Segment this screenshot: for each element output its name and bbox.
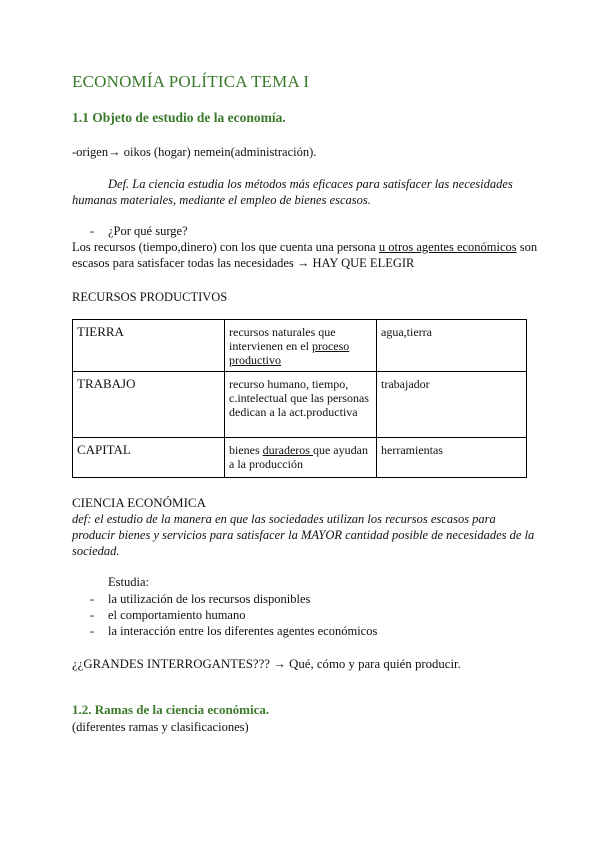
table-row xyxy=(73,320,527,372)
list-dash: - xyxy=(90,624,95,638)
recursos-table xyxy=(72,319,527,478)
estudia-label: Estudia: xyxy=(108,575,149,589)
desc-text: recurso humano, tiempo, c.intelectual que las personas dedican a la act.productiva xyxy=(229,377,369,419)
list-item: la interacción entre los diferentes agentes económicos xyxy=(108,624,378,638)
ciencia-def-line-2: producir bienes y servicios para satisfacer la MAYOR cantidad posible de necesidades de la xyxy=(72,528,535,542)
page-title: ECONOMÍA POLÍTICA TEMA I xyxy=(72,72,310,91)
desc-text-b: que ayudan a la producción xyxy=(229,443,368,471)
table-cell-desc xyxy=(225,438,377,478)
resources-text-b: son xyxy=(516,240,538,254)
origin-line: -origen→ oikos (hogar) nemein(administración). xyxy=(72,145,317,159)
desc-text-underlined: duraderos xyxy=(262,443,313,457)
resources-line-2: escasos para satisfacer todas las necesidades → HAY QUE ELEGIR xyxy=(72,256,415,270)
table-cell-desc xyxy=(225,372,377,438)
table-cell-name: TIERRA xyxy=(73,320,225,372)
list-dash: - xyxy=(90,608,95,622)
table-cell-example: trabajador xyxy=(377,372,527,438)
ciencia-def-line-3: sociedad. xyxy=(72,544,120,558)
ciencia-def-line-1: def: el estudio de la manera en que las sociedades utilizan los recursos escasos para xyxy=(72,512,496,526)
desc-text: bienes xyxy=(229,443,263,457)
table-cell-name: CAPITAL xyxy=(73,438,225,478)
table-row xyxy=(73,438,527,478)
list-dash: - xyxy=(90,592,95,606)
resources-text-a: Los recursos (tiempo,dinero) con los que cuenta una persona xyxy=(72,240,379,254)
desc-text-underlined: proceso productivo xyxy=(229,339,350,367)
list-item: la utilización de los recursos disponibles xyxy=(108,592,311,606)
desc-text: recursos naturales que intervienen en el xyxy=(229,325,336,353)
ciencia-heading: CIENCIA ECONÓMICA xyxy=(72,495,206,510)
table-cell-example: agua,tierra xyxy=(377,320,527,372)
definition-line-2: humanas materiales, mediante el empleo de bienes escasos. xyxy=(72,193,371,207)
section-heading-1-2: 1.2. Ramas de la ciencia económica. xyxy=(72,702,270,717)
resources-text-underlined: u otros agentes económicos xyxy=(378,240,517,254)
section-2-subtitle: (diferentes ramas y clasificaciones) xyxy=(72,720,249,734)
resources-line-1 xyxy=(72,239,537,255)
table-cell-desc xyxy=(225,320,377,372)
table-cell-name: TRABAJO xyxy=(73,372,225,438)
recursos-heading: RECURSOS PRODUCTIVOS xyxy=(72,290,228,304)
question-dash: - xyxy=(90,224,95,238)
list-item: el comportamiento humano xyxy=(108,608,246,622)
table-row xyxy=(73,372,527,438)
definition-line-1: Def. La ciencia estudia los métodos más eficaces para satisfacer las necesidades xyxy=(108,177,513,191)
table-cell-example: herramientas xyxy=(377,438,527,478)
interrogantes-line: ¿¿GRANDES INTERROGANTES??? → Qué, cómo y para quién producir. xyxy=(72,657,461,671)
question-text: ¿Por qué surge? xyxy=(108,224,188,238)
section-heading-1-1: 1.1 Objeto de estudio de la economía. xyxy=(72,110,286,125)
